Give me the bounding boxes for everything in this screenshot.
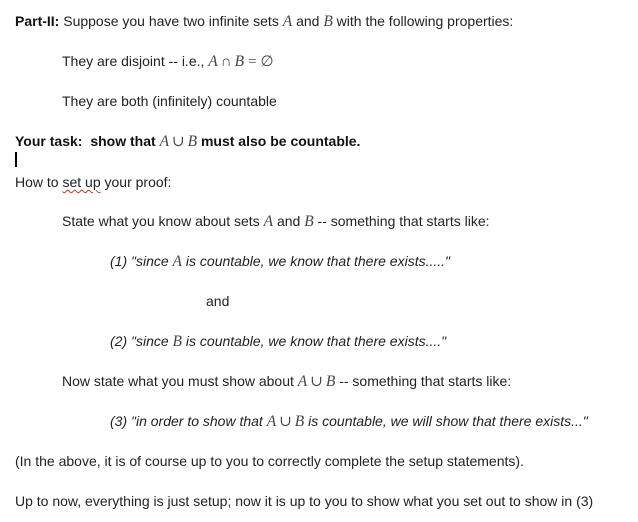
set-a: A: [172, 253, 183, 270]
state-instruction: [62, 212, 490, 231]
state-pre-text: State what you know about sets: [62, 213, 260, 229]
final-instruction-text: Up to now, everything is just setup; now it is up to you to show what you set out to show in (3): [15, 493, 594, 509]
property-countable-text: They are both (infinitely) countable: [62, 93, 277, 109]
task-label: Your task:: [15, 133, 83, 149]
statement-3: [110, 412, 588, 431]
now-post-text: -- something that starts like:: [339, 373, 512, 389]
union-symbol: ∪: [172, 134, 185, 150]
set-b: B: [172, 333, 183, 350]
intersection-symbol: ∩: [220, 54, 232, 70]
task-show-text: show that: [90, 133, 156, 149]
task-statement: [15, 132, 360, 151]
statement-3-pre: (3) "in order to show that: [110, 413, 263, 429]
and-connector: [206, 292, 229, 310]
set-a: A: [159, 133, 170, 150]
statement-2: [110, 332, 446, 351]
set-b: B: [325, 373, 336, 390]
set-b: B: [294, 413, 305, 430]
setup-note: [15, 452, 524, 470]
state-post-text: -- something that starts like:: [317, 213, 490, 229]
set-a: A: [208, 53, 218, 70]
statement-1-post: is countable, we know that there exists.....": [185, 253, 451, 269]
howto-heading: [15, 173, 171, 191]
now-instruction: [62, 372, 511, 391]
set-b: B: [234, 53, 245, 70]
and-text: and: [276, 213, 301, 229]
set-b: B: [187, 133, 198, 150]
spellcheck-word[interactable]: set up: [62, 174, 101, 190]
set-a: A: [297, 373, 308, 390]
union-symbol: ∪: [279, 414, 292, 430]
union-symbol: ∪: [310, 374, 323, 390]
part-heading: [15, 12, 513, 31]
property-disjoint-text: They are disjoint -- i.e.,: [62, 53, 205, 69]
set-a: A: [263, 213, 274, 230]
text-cursor: [15, 152, 17, 167]
and-text: and: [296, 13, 320, 29]
set-b: B: [323, 13, 333, 30]
property-disjoint: [62, 52, 274, 71]
set-a: A: [266, 413, 277, 430]
set-a: A: [282, 13, 293, 30]
statement-3-post: is countable, we will show that there exists...": [308, 413, 588, 429]
statement-1-pre: (1) "since: [110, 253, 169, 269]
statement-2-post: is countable, we know that there exists....": [185, 333, 447, 349]
setup-note-text: (In the above, it is of course up to you to correctly complete the setup statements).: [15, 453, 524, 469]
task-end-text: must also be countable.: [200, 133, 361, 149]
intro-text: Suppose you have two infinite sets: [63, 13, 279, 29]
statement-2-pre: (2) "since: [110, 333, 169, 349]
empty-set-symbol: ∅: [260, 54, 274, 70]
part-label: Part-II:: [15, 13, 60, 29]
statement-1: [110, 252, 450, 271]
now-pre-text: Now state what you must show about: [62, 373, 294, 389]
set-b: B: [304, 213, 314, 230]
and-connector-text: and: [206, 293, 230, 309]
final-instruction: [15, 492, 593, 510]
equals-symbol: =: [248, 54, 257, 70]
property-countable: [62, 92, 277, 110]
howto-post-text: your proof:: [104, 174, 172, 190]
howto-pre-text: How to: [15, 174, 59, 190]
intro-end-text: with the following properties:: [336, 13, 514, 29]
